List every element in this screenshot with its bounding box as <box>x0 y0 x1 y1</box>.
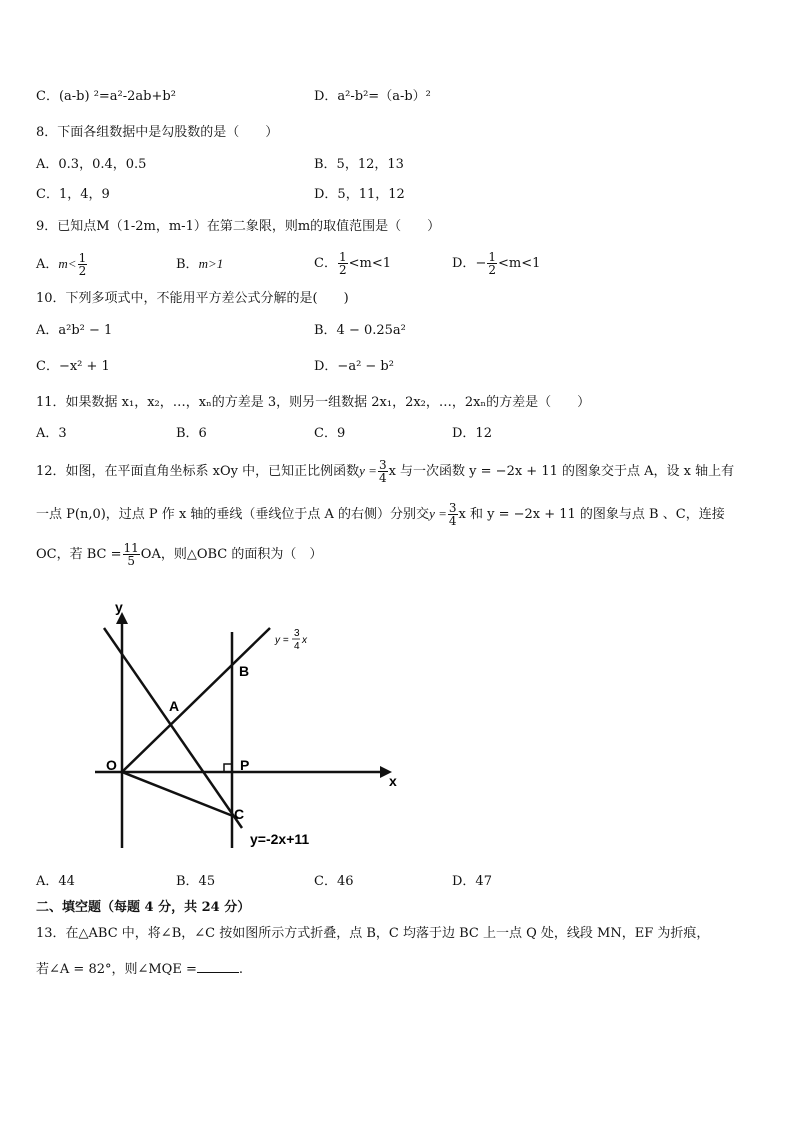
q10-option-d: D．−a² − b² <box>314 359 394 374</box>
q12-option-a: A．44 <box>36 874 75 889</box>
fraction: $\frac{11}{5}$ <box>123 541 139 568</box>
q11-option-a: A．3 <box>36 426 67 441</box>
q8-stem: 8．下面各组数据中是勾股数的是（ ） <box>36 125 279 140</box>
q12-option-d: D．47 <box>452 874 492 889</box>
q7-option-d: D．a²-b²=（a-b）² <box>314 89 431 104</box>
line-y-neg2x-11 <box>104 628 245 828</box>
fraction: $\frac{3}{4}$ <box>448 501 457 528</box>
q10-option-a: A．a²b² − 1 <box>36 323 113 338</box>
label-b: B <box>239 663 250 679</box>
q12-line-3: OC，若 BC = $\frac{11}{5}$ OA，则△OBC 的面积为（ ） <box>36 541 323 568</box>
q12-line-2: 一点 P(n,0)，过点 P 作 x 轴的垂线（垂线位于点 A 的右侧）分别交y = $\frac{3}{4}$ x 和 y = −2x + 11 的图象与点 B 、C，连接 <box>36 501 725 528</box>
q10-option-b: B．4 − 0.25a² <box>314 323 406 338</box>
svg-text:4: 4 <box>294 641 300 652</box>
q10-stem: 10．下列多项式中，不能用平方差公式分解的是( ) <box>36 291 349 306</box>
fraction: $\frac{1}{2}$ <box>338 250 347 277</box>
q11-option-d: D．12 <box>452 426 492 441</box>
q12-option-b: B．45 <box>176 874 216 889</box>
q9-option-d: D．− $\frac{1}{2}$ <m<1 <box>452 250 541 277</box>
label-y: y <box>115 599 123 615</box>
q11-stem: 11．如果数据 x₁，x₂，…，xₙ的方差是 3，则另一组数据 2x₁，2x₂，…，2xₙ的方差是（ ） <box>36 395 591 410</box>
q13-line-2: 若∠A = 82°，则∠MQE = . <box>36 962 243 977</box>
fraction: $\frac{3}{4}$ <box>378 458 387 485</box>
q10-option-c: C．−x² + 1 <box>36 359 110 374</box>
q12-line-1: 12．如图，在平面直角坐标系 xOy 中，已知正比例函数y = $\frac{3}{4}$ x 与一次函数 y = −2x + 11 的图象交于点 A，设 x 轴上有 <box>36 458 735 485</box>
equation-label-line-1 <box>274 628 308 652</box>
label-a: A <box>169 698 180 714</box>
fraction: $\frac{1}{2}$ <box>488 250 496 277</box>
answer-blank[interactable] <box>197 960 239 973</box>
q9-stem: 9．已知点M（1-2m，m-1）在第二象限，则m的取值范围是（ ） <box>36 219 441 234</box>
q11-option-b: B．6 <box>176 426 207 441</box>
svg-text:3: 3 <box>294 628 300 639</box>
q8-option-a: A．0.3，0.4，0.5 <box>36 157 147 172</box>
q13-line-1: 13．在△ABC 中，将∠B，∠C 按如图所示方式折叠，点 B，C 均落于边 BC 上一点 Q 处，线段 MN，EF 为折痕， <box>36 926 710 941</box>
line-y-3-4x <box>122 628 270 772</box>
label-o: O <box>106 757 117 773</box>
q8-option-b: B．5，12，13 <box>314 157 404 172</box>
section-heading: 二、填空题（每题 4 分，共 24 分） <box>36 900 251 915</box>
svg-text:x: x <box>302 635 307 646</box>
q11-option-c: C．9 <box>314 426 346 441</box>
q7-option-c: C．(a-b) ²=a²-2ab+b² <box>36 89 176 104</box>
fraction: $\frac{1}{2}$ <box>78 251 87 278</box>
q12-option-c: C．46 <box>314 874 354 889</box>
svg-text:y =: y = <box>275 635 289 646</box>
label-c: C <box>234 806 245 822</box>
q9-option-b: B．m>1 <box>176 256 224 272</box>
q9-option-a-expr: m< <box>58 256 77 271</box>
q8-option-d: D．5，11，12 <box>314 187 405 202</box>
label-p: P <box>240 757 250 773</box>
q9-option-c: C． $\frac{1}{2}$ <m<1 <box>314 250 391 277</box>
q9-option-a-label: A． <box>36 257 59 272</box>
label-x: x <box>389 773 397 789</box>
q8-option-c: C．1，4，9 <box>36 187 110 202</box>
equation-label-line-2: y=-2x+11 <box>250 831 310 847</box>
